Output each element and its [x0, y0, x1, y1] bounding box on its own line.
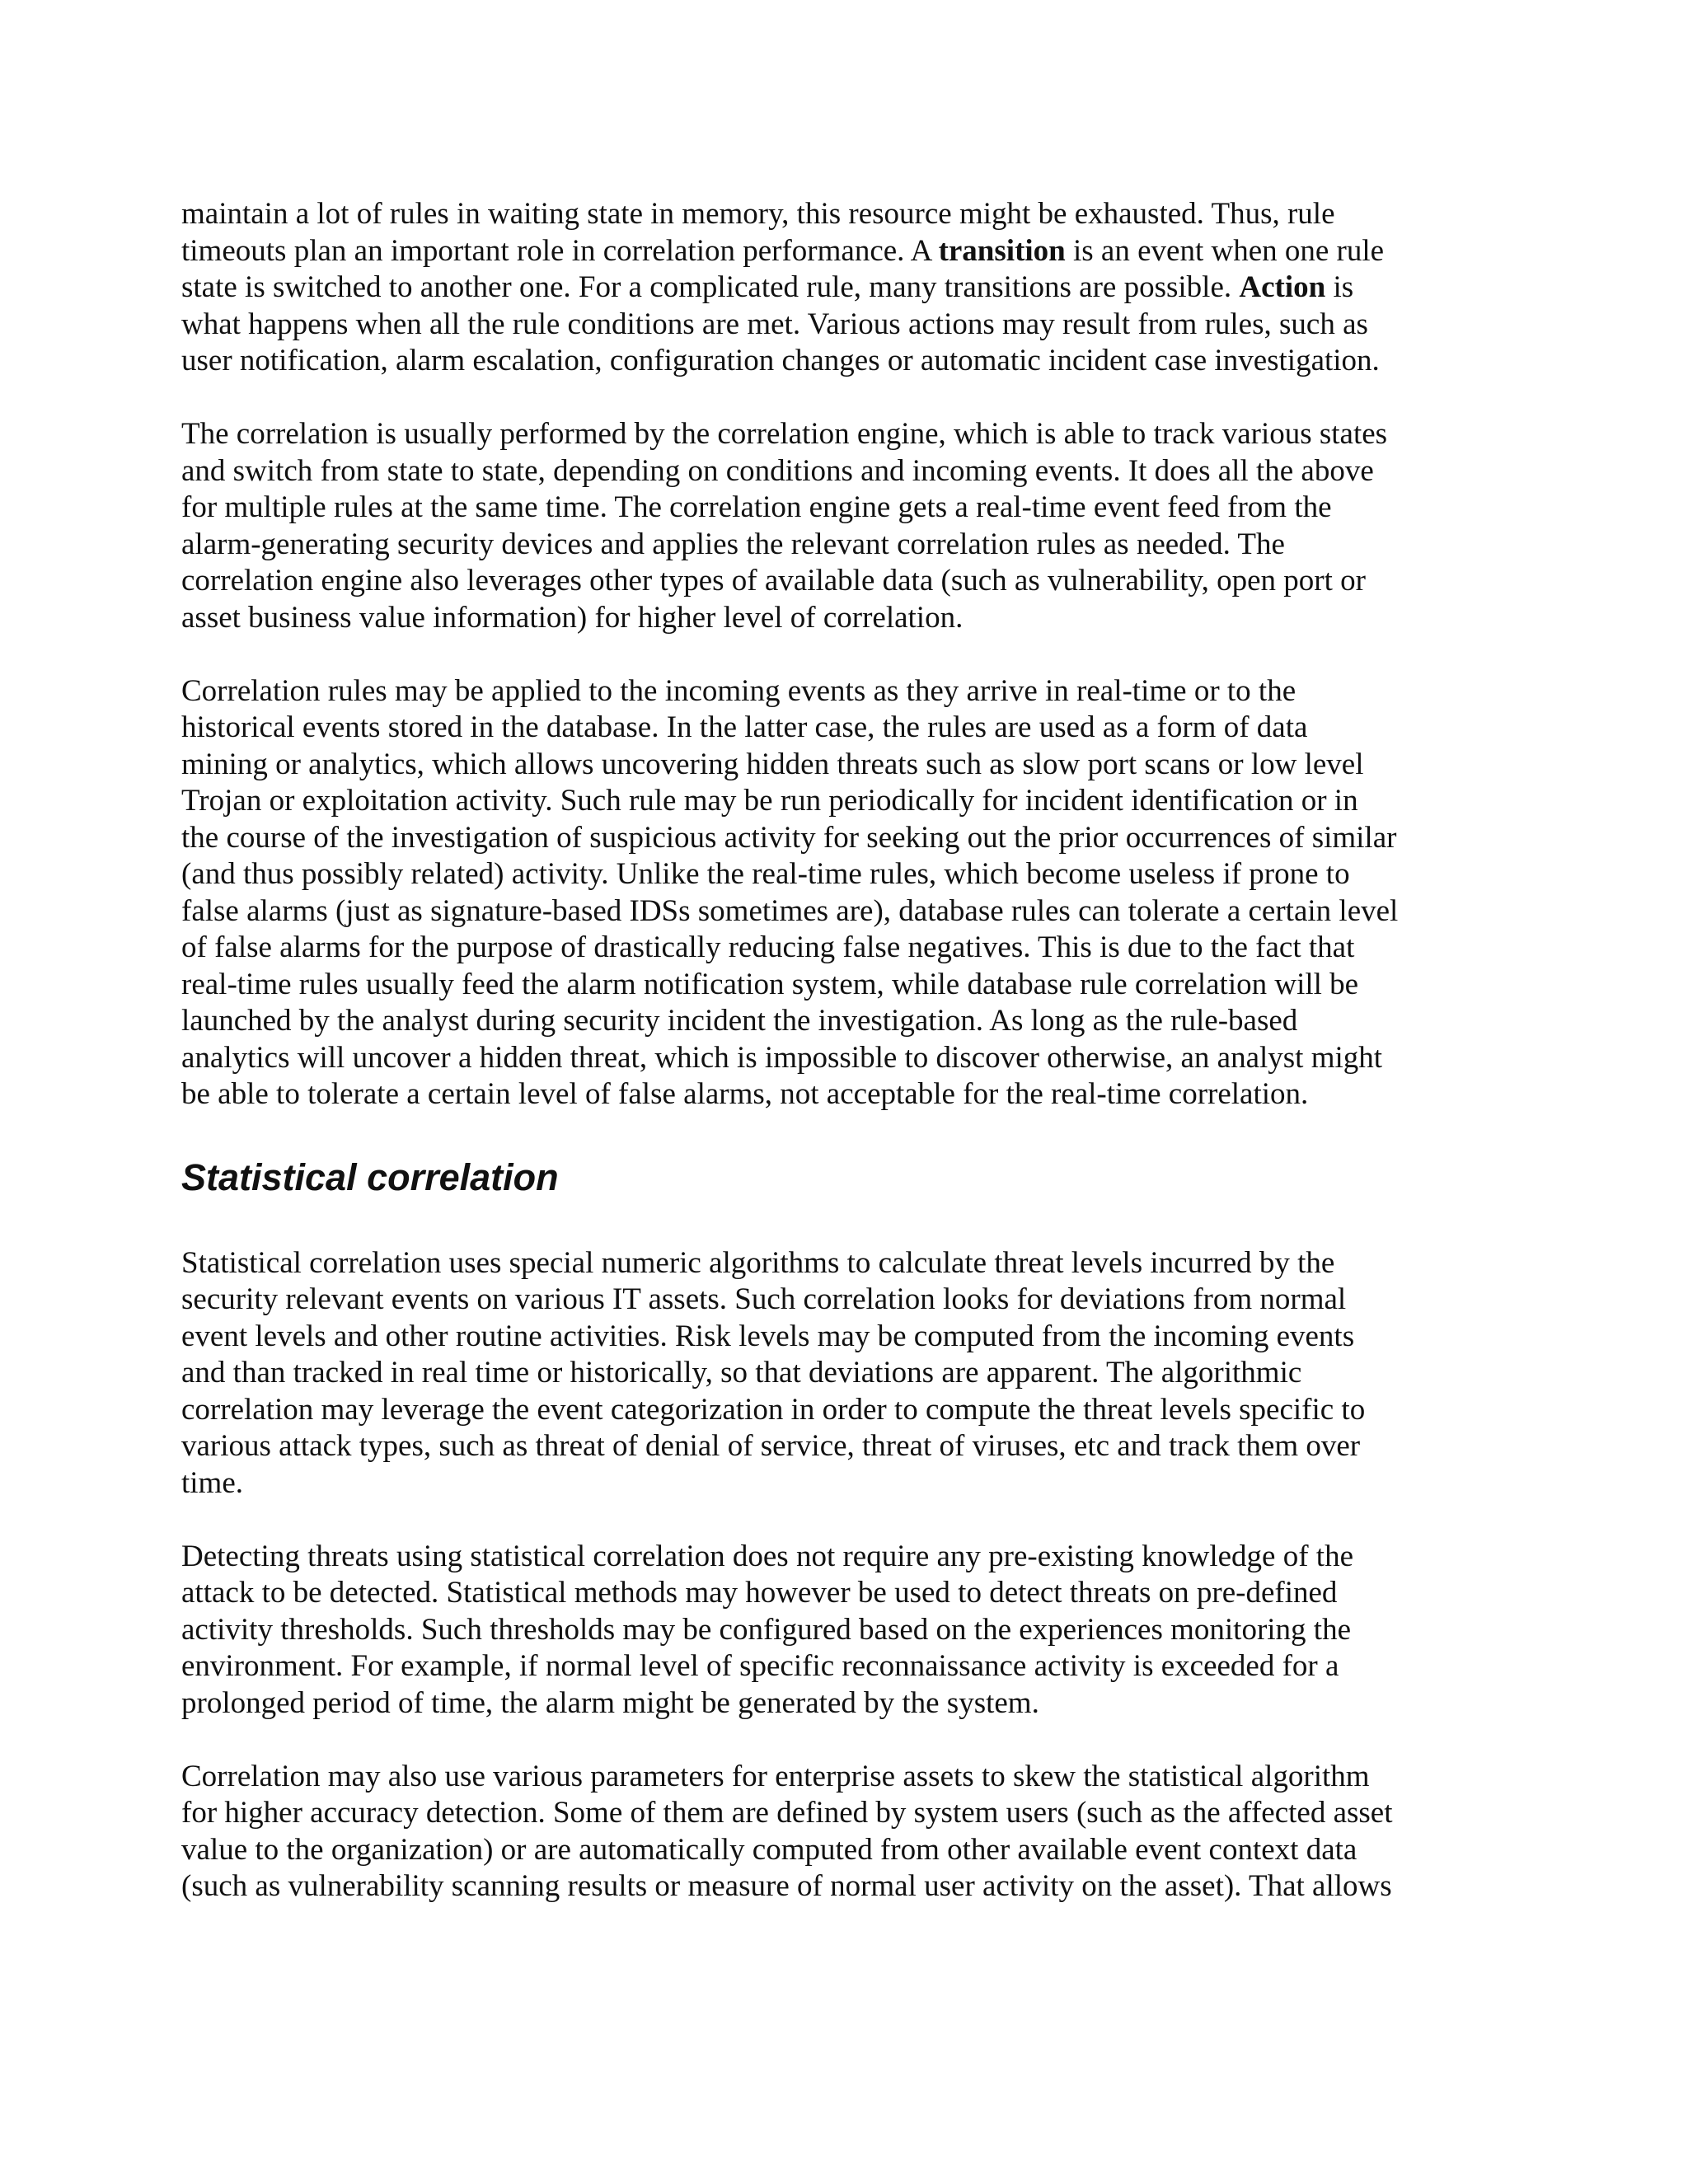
paragraph [181, 1759, 1517, 1905]
text-line [181, 453, 1517, 490]
text-line [181, 1428, 1517, 1465]
text-line [181, 1003, 1517, 1040]
text-line [181, 820, 1517, 857]
bold-term: Action [1239, 270, 1326, 304]
text-run: prolonged period of time, the alarm might be generated by the system. [181, 1685, 1039, 1720]
text-run: real-time rules usually feed the alarm notification system, while database rule correlation will be [181, 967, 1359, 1001]
text-line [181, 930, 1517, 967]
text-run: analytics will uncover a hidden threat, which is impossible to discover otherwise, an analyst might [181, 1040, 1383, 1075]
text-line [181, 1465, 1517, 1502]
text-run: false alarms (just as signature-based IDSs sometimes are), database rules can tolerate a certain level [181, 893, 1399, 928]
text-run: various attack types, such as threat of denial of service, threat of viruses, etc and track them over [181, 1429, 1361, 1463]
text-line [181, 1868, 1517, 1905]
text-line [181, 600, 1517, 637]
text-run: user notification, alarm escalation, configuration changes or automatic incident case investigation. [181, 344, 1380, 377]
text-run: alarm-generating security devices and applies the relevant correlation rules as needed. The [181, 527, 1285, 561]
text-line [181, 1832, 1517, 1869]
text-line [181, 673, 1517, 710]
text-line [181, 1040, 1517, 1077]
text-run: state is switched to another one. For a complicated rule, many transitions are possible. [181, 270, 1240, 304]
paragraph [181, 1245, 1517, 1502]
text-run: for higher accuracy detection. Some of them are defined by system users (such as the affected asset [181, 1796, 1393, 1830]
paragraph [181, 673, 1517, 1113]
text-line [181, 416, 1517, 453]
text-run: value to the organization) or are automatically computed from other available event context data [181, 1832, 1357, 1867]
text-run: and than tracked in real time or historically, so that deviations are apparent. The algorithmic [181, 1356, 1302, 1390]
paragraph [181, 416, 1517, 636]
text-line [181, 1612, 1517, 1649]
text-run: for multiple rules at the same time. The correlation engine gets a real-time event feed from the [181, 490, 1332, 524]
text-run: and switch from state to state, depending on conditions and incoming events. It does all the above [181, 453, 1374, 488]
text-line [181, 967, 1517, 1004]
text-run: (such as vulnerability scanning results or measure of normal user activity on the asset). That allows [181, 1869, 1392, 1903]
text-line [181, 307, 1517, 344]
text-line [181, 1759, 1517, 1796]
text-run: (and thus possibly related) activity. Unlike the real-time rules, which become useless if prone to [181, 857, 1350, 891]
text-line [181, 1245, 1517, 1282]
text-run: attack to be detected. Statistical methods may however be used to detect threats on pre-defined [181, 1576, 1338, 1610]
text-run: of false alarms for the purpose of drastically reducing false negatives. This is due to the fact that [181, 930, 1355, 964]
text-run: correlation engine also leverages other types of available data (such as vulnerability, open port or [181, 564, 1366, 598]
text-line [181, 1076, 1517, 1113]
text-run: Correlation rules may be applied to the incoming events as they arrive in real-time or to the [181, 673, 1296, 708]
text-run: what happens when all the rule conditions are met. Various actions may result from rules, such as [181, 307, 1368, 341]
text-run: Correlation may also use various parameters for enterprise assets to skew the statistical algorithm [181, 1759, 1370, 1793]
text-run: launched by the analyst during security incident the investigation. As long as the rule-based [181, 1004, 1298, 1038]
text-run: Detecting threats using statistical correlation does not require any pre-existing knowledge of the [181, 1539, 1354, 1573]
text-line [181, 1575, 1517, 1612]
text-run: Trojan or exploitation activity. Such rule may be run periodically for incident identification or in [181, 784, 1358, 818]
text-line [181, 233, 1517, 270]
document-body [181, 196, 1517, 1905]
bold-term: transition [938, 233, 1066, 268]
text-run: the course of the investigation of suspicious activity for seeking out the prior occurrences of similar [181, 820, 1397, 855]
text-run: activity thresholds. Such thresholds may be configured based on the experiences monitoring the [181, 1612, 1352, 1647]
text-line [181, 1319, 1517, 1356]
text-run: security relevant events on various IT assets. Such correlation looks for deviations from normal [181, 1282, 1347, 1316]
text-line [181, 196, 1517, 233]
text-line [181, 343, 1517, 380]
text-line [181, 747, 1517, 784]
text-line [181, 1282, 1517, 1319]
text-line [181, 1648, 1517, 1685]
section-heading: Statistical correlation [181, 1155, 559, 1198]
text-line [181, 1795, 1517, 1832]
text-line [181, 527, 1517, 564]
text-run: maintain a lot of rules in waiting state in memory, this resource might be exhausted. Thus, rule [181, 197, 1335, 231]
text-line [181, 1355, 1517, 1392]
text-line [181, 893, 1517, 930]
paragraphs-before-heading [181, 196, 1517, 1113]
text-run: asset business value information) for higher level of correlation. [181, 600, 964, 635]
text-run: is an event when one rule [1065, 233, 1385, 268]
text-run: historical events stored in the database. In the latter case, the rules are used as a form of data [181, 710, 1308, 744]
text-line [181, 783, 1517, 820]
text-run: be able to tolerate a certain level of false alarms, not acceptable for the real-time correlation. [181, 1077, 1309, 1111]
text-run: mining or analytics, which allows uncovering hidden threats such as slow port scans or low level [181, 747, 1364, 781]
text-line [181, 856, 1517, 893]
text-run: correlation may leverage the event categorization in order to compute the threat levels specific to [181, 1392, 1366, 1427]
text-run: environment. For example, if normal level of specific reconnaissance activity is exceeded for a [181, 1649, 1339, 1683]
paragraph [181, 1539, 1517, 1722]
text-line [181, 563, 1517, 600]
text-line [181, 1392, 1517, 1429]
text-line [181, 269, 1517, 307]
text-run: is [1325, 270, 1354, 304]
text-line [181, 1539, 1517, 1576]
text-line [181, 710, 1517, 747]
text-line [181, 1685, 1517, 1722]
paragraph [181, 196, 1517, 380]
text-run: event levels and other routine activities. Risk levels may be computed from the incoming events [181, 1319, 1355, 1353]
text-line [181, 490, 1517, 527]
text-run: time. [181, 1465, 244, 1500]
text-run: timeouts plan an important role in correlation performance. A [181, 233, 939, 268]
text-run: The correlation is usually performed by the correlation engine, which is able to track various states [181, 417, 1388, 451]
text-run: Statistical correlation uses special numeric algorithms to calculate threat levels incurred by the [181, 1245, 1335, 1280]
paragraphs-after-heading [181, 1245, 1517, 1905]
